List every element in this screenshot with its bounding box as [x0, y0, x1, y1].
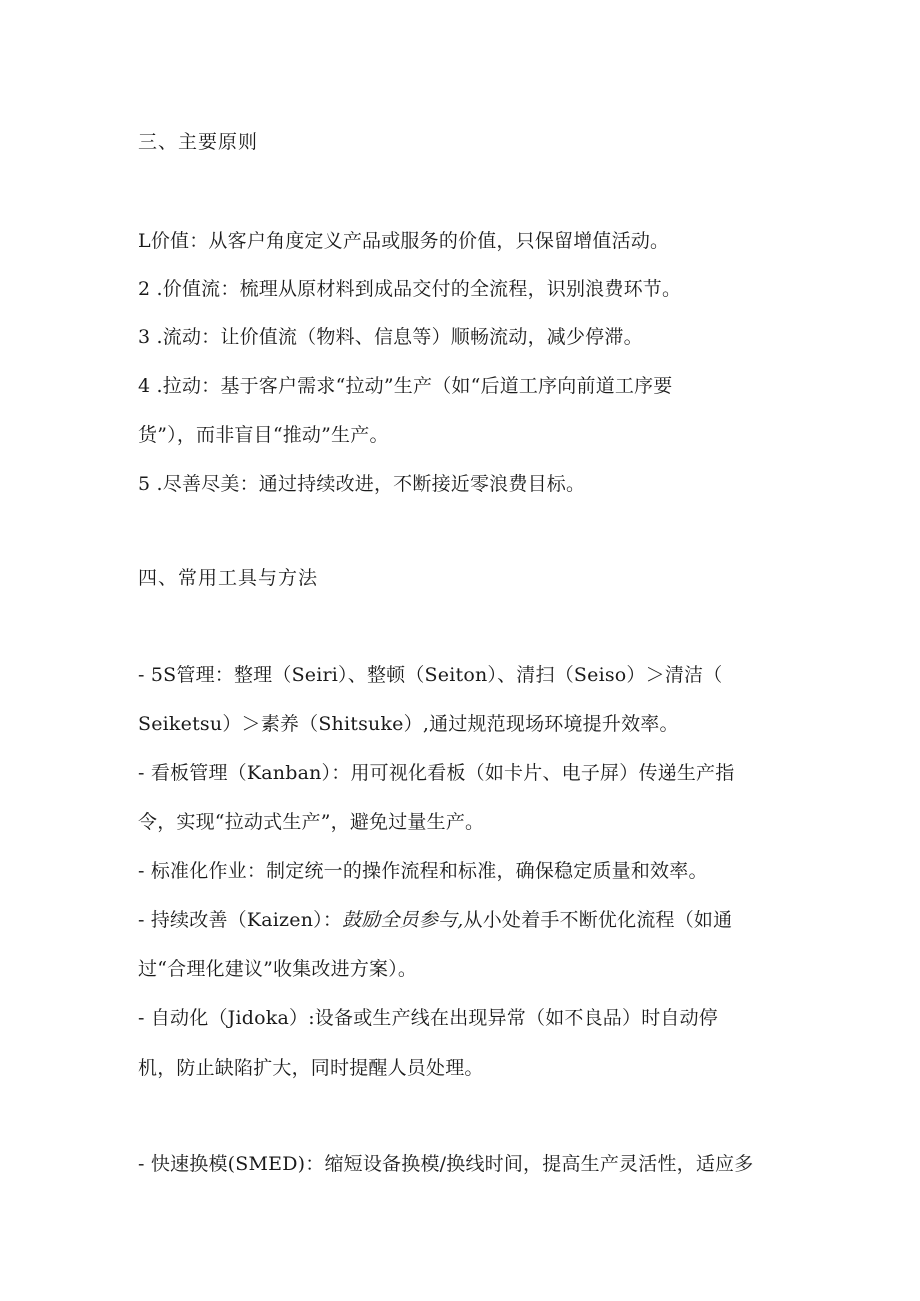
tool-jidoka-line-2: 机，防止缺陷扩大，同时提醒人员处理。	[138, 1057, 484, 1079]
kaizen-italic-phrase: 鼓励全员参与,	[342, 909, 464, 931]
principle-item-4-line-1: 4 .拉动：基于客户需求“拉动”生产（如“后道工序向前道工序要	[138, 375, 673, 397]
tool-jidoka-line-1: - 自动化（Jidoka）:设备或生产线在出现异常（如不良品）时自动停	[138, 1007, 718, 1029]
principle-item-2: 2 .价值流：梳理从原材料到成品交付的全流程，识别浪费环节。	[138, 278, 682, 300]
principle-item-1: L价值：从客户角度定义产品或服务的价值，只保留增值活动。	[138, 230, 670, 252]
tool-kaizen-line-2: 过“合理化建议”收集改进方案）。	[138, 958, 418, 980]
tool-kaizen-line-1	[138, 907, 732, 933]
tool-5s-line-1: - 5S管理：整理（Seiri）、整顿（Seiton）、清扫（Seiso）＞清洁（	[138, 664, 723, 686]
tool-smed-line-1: - 快速换模(SMED)：缩短设备换模/换线时间，提高生产灵活性，适应多	[138, 1153, 754, 1175]
tool-5s-line-2: Seiketsu）＞素养（Shitsuke）,通过规范现场环境提升效率。	[138, 713, 679, 735]
kaizen-prefix: - 持续改善（Kaizen）：	[138, 909, 343, 931]
tool-standard-work: - 标准化作业：制定统一的操作流程和标准，确保稳定质量和效率。	[138, 860, 708, 882]
section-4-heading: 四、常用工具与方法	[138, 567, 319, 589]
tool-kanban-line-1: - 看板管理（Kanban）：用可视化看板（如卡片、电子屏）传递生产指	[138, 762, 735, 784]
principle-item-4-line-2: 货”），而非盲目“推动”生产。	[138, 424, 389, 446]
principle-item-5: 5 .尽善尽美：通过持续改进，不断接近零浪费目标。	[138, 473, 586, 495]
kaizen-suffix: 从小处着手不断优化流程（如通	[463, 909, 733, 931]
principle-item-3: 3 .流动：让价值流（物料、信息等）顺畅流动，减少停滞。	[138, 326, 643, 348]
tool-kanban-line-2: 令，实现“拉动式生产”，避免过量生产。	[138, 811, 485, 833]
section-3-heading: 三、主要原则	[138, 131, 259, 153]
